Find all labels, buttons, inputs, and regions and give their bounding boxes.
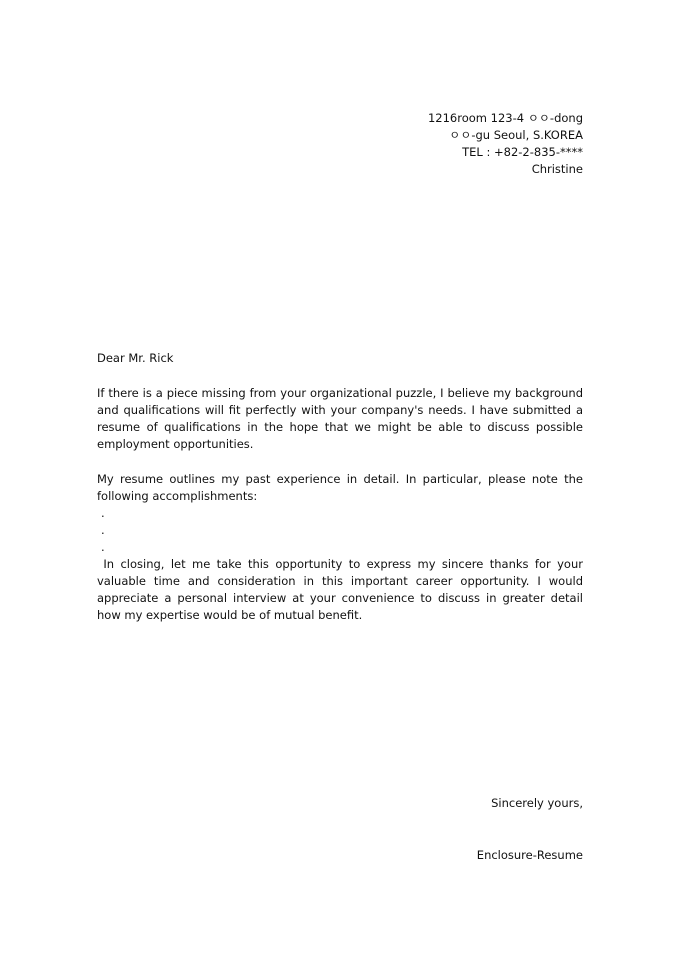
list-item: . (101, 506, 105, 520)
paragraph-accomplishments-text: My resume outlines my past experience in detail. In particular, please note the following accomplishments: (97, 472, 583, 503)
sender-address-line2: ㅇㅇ-gu Seoul, S.KOREA (449, 128, 583, 142)
list-item: . (101, 540, 105, 554)
sender-telephone: TEL : +82-2-835-**** (462, 145, 583, 159)
list-item: . (101, 523, 105, 537)
sender-address-block (428, 110, 583, 178)
salutation: Dear Mr. Rick (97, 351, 174, 365)
complimentary-close: Sincerely yours, (491, 796, 583, 810)
paragraph-accomplishments (97, 471, 583, 556)
accomplishments-list (97, 505, 583, 556)
paragraph-intro: If there is a piece missing from your organizational puzzle, I believe my background and qualifications will fit perfectly with your company's needs. I have submitted a resume of qualifications in the hope that we might be able to discuss possible employment opportunities. (97, 386, 583, 451)
sender-name: Christine (531, 162, 583, 176)
paragraph-closing: In closing, let me take this opportunity to express my sincere thanks for your valuable time and consideration in this important career opportunity. I would appreciate a personal interview at your convenience to discuss in greater detail how my expertise would be of mutual benefit. (97, 557, 587, 622)
enclosure-note: Enclosure-Resume (476, 848, 583, 862)
sender-address-line1: 1216room 123-4 ㅇㅇ-dong (427, 111, 583, 125)
